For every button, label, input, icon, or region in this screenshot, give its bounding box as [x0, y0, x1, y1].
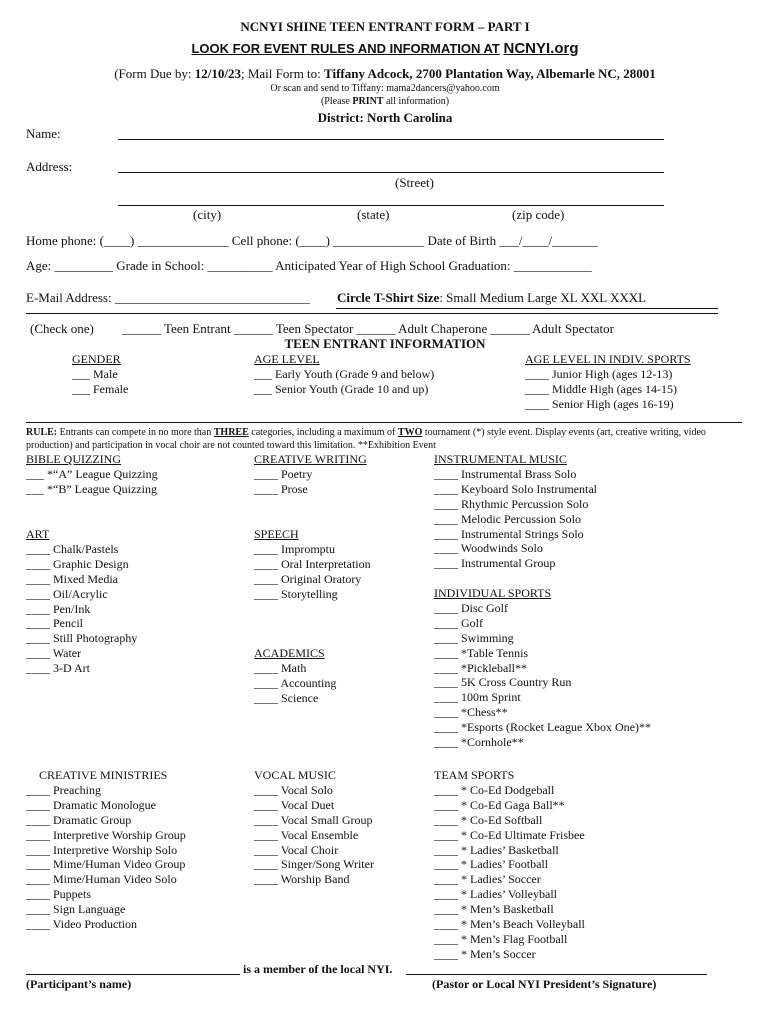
form-title: NCNYI SHINE TEEN ENTRANT FORM – PART I	[240, 19, 530, 34]
list-item[interactable]: ____ Instrumental Group	[434, 556, 556, 571]
list-item[interactable]: ____ Keyboard Solo Instrumental	[434, 481, 597, 496]
check-one-label: (Check one)	[30, 321, 94, 336]
street-field[interactable]	[118, 172, 664, 173]
list-item[interactable]: ____ Vocal Ensemble	[254, 827, 359, 842]
list-item[interactable]: ____ *Cornhole**	[434, 735, 524, 750]
zip-caption: (zip code)	[512, 207, 565, 222]
list-item[interactable]: ____ Instrumental Strings Solo	[434, 526, 584, 541]
divider-2	[26, 313, 718, 314]
divider-1	[336, 308, 718, 309]
due-line	[0, 66, 770, 82]
divider-3	[26, 422, 742, 423]
sports-age-junior[interactable]: ____ Junior High (ages 12-13)	[525, 366, 673, 381]
pastor-caption: (Pastor or Local NYI President’s Signature)	[432, 977, 657, 991]
art-section	[26, 527, 137, 676]
list-item[interactable]: ____ Preaching	[26, 782, 101, 797]
list-item[interactable]: ____ Mixed Media	[26, 571, 118, 586]
list-item[interactable]: ____ Singer/Song Writer	[254, 857, 374, 872]
list-item[interactable]: ____ * Co-Ed Softball	[434, 812, 543, 827]
creative-ministries-section	[26, 768, 186, 932]
print-pre: (Please	[320, 96, 353, 107]
list-item[interactable]: ____ Storytelling	[254, 586, 338, 601]
list-item[interactable]: ____ Interpretive Worship Group	[26, 827, 186, 842]
list-item[interactable]: ____ Still Photography	[26, 631, 138, 646]
participant-caption: (Participant’s name)	[26, 977, 132, 991]
rule-text-1: Entrants can compete in no more than	[57, 427, 214, 438]
section-title: TEAM SPORTS	[434, 768, 515, 782]
list-item[interactable]: ____ *Table Tennis	[434, 645, 529, 660]
list-item[interactable]: ____ Vocal Solo	[254, 782, 333, 797]
state-caption: (state)	[357, 207, 390, 222]
due-prefix: (Form Due by:	[114, 66, 195, 81]
list-item[interactable]: ____ Chalk/Pastels	[26, 541, 119, 556]
list-item[interactable]: ____ * Co-Ed Dodgeball	[434, 782, 555, 797]
list-item[interactable]: ____ *Esports (Rocket League Xbox One)**	[434, 720, 651, 735]
list-item[interactable]: ____ Vocal Small Group	[254, 812, 373, 827]
list-item[interactable]: ____ Accounting	[254, 675, 337, 690]
rule-two: TWO	[397, 427, 423, 438]
list-item[interactable]: ____ Interpretive Worship Solo	[26, 842, 178, 857]
list-item[interactable]: ____ * Men’s Soccer	[434, 946, 536, 961]
list-item[interactable]: ____ Poetry	[254, 466, 313, 481]
section-title: BIBLE QUIZZING	[26, 452, 121, 466]
list-item[interactable]: ____ * Ladies’ Volleyball	[434, 887, 557, 902]
list-item[interactable]: ____ 100m Sprint	[434, 690, 521, 705]
list-item[interactable]: ____ * Men’s Flag Football	[434, 931, 568, 946]
mail-prefix: ; Mail Form to:	[240, 66, 325, 81]
age-level-title: AGE LEVEL	[254, 352, 320, 366]
phone-dob-line[interactable]: Home phone: (____) ______________ Cell phone: (____) ______________ Date of Birth ___/____/_______	[26, 233, 598, 248]
scan-line: Or scan and send to Tiffany: mama2dancers@yahoo.com	[270, 83, 500, 94]
individual-sports-section	[434, 586, 651, 750]
gender-male[interactable]: ___ Male	[72, 366, 118, 381]
print-line	[0, 96, 770, 107]
bible-quizzing-section	[26, 452, 158, 497]
gender-block	[72, 352, 128, 397]
list-item[interactable]: ____ Rhythmic Percussion Solo	[434, 496, 589, 511]
list-item[interactable]: ____ * Ladies’ Football	[434, 857, 549, 872]
rule-label: RULE:	[26, 427, 58, 438]
event-rules-text: LOOK FOR EVENT RULES AND INFORMATION AT	[191, 41, 500, 56]
academics-section	[254, 646, 336, 706]
print-word: PRINT	[352, 96, 384, 107]
team-sports-section	[434, 768, 585, 962]
list-item[interactable]: ____ Mime/Human Video Group	[26, 857, 186, 872]
tshirt-sizes[interactable]: : Small Medium Large XL XXL XXXL	[439, 290, 647, 305]
rule-three: THREE	[213, 427, 249, 438]
sports-age-middle[interactable]: ____ Middle High (ages 14-15)	[525, 381, 677, 396]
due-date: 12/10/23	[194, 66, 241, 81]
section-title: ACADEMICS	[254, 646, 325, 660]
speech-section	[254, 527, 371, 602]
list-item[interactable]: ____ *Pickleball**	[434, 660, 527, 675]
participant-name-field[interactable]	[26, 974, 240, 975]
creative-writing-section	[254, 452, 367, 497]
list-item[interactable]: ____ Worship Band	[254, 872, 350, 887]
list-item[interactable]: ____ Oral Interpretation	[254, 556, 371, 571]
city-state-zip-field[interactable]	[118, 205, 664, 206]
age-grade-line[interactable]: Age: _________ Grade in School: __________ Anticipated Year of High School Graduation: ____________	[26, 258, 592, 273]
list-item[interactable]: ____ Video Production	[26, 917, 138, 932]
list-item[interactable]: ____ Disc Golf	[434, 600, 508, 615]
list-item[interactable]: ____ Oil/Acrylic	[26, 586, 108, 601]
list-item[interactable]: ____ Pen/Ink	[26, 601, 91, 616]
list-item[interactable]: ____ Impromptu	[254, 541, 335, 556]
section-title: CREATIVE WRITING	[254, 452, 367, 466]
sports-age-title: AGE LEVEL IN INDIV. SPORTS	[525, 352, 691, 366]
list-item[interactable]: ____ * Co-Ed Ultimate Frisbee	[434, 827, 585, 842]
rule-text-2: categories, including a maximum of	[248, 427, 398, 438]
print-post: all information)	[383, 96, 450, 107]
mail-address: Tiffany Adcock, 2700 Plantation Way, Albemarle NC, 28001	[324, 66, 656, 81]
list-item[interactable]: ___ *“B” League Quizzing	[26, 481, 157, 496]
list-item[interactable]: ____ * Ladies’ Soccer	[434, 872, 541, 887]
list-item[interactable]: ____ 5K Cross Country Run	[434, 675, 572, 690]
list-item[interactable]: ____ Woodwinds Solo	[434, 541, 543, 556]
member-statement: is a member of the local NYI.	[243, 962, 393, 976]
name-field[interactable]	[118, 139, 664, 140]
section-title: VOCAL MUSIC	[254, 768, 336, 782]
website-link[interactable]: NCNYI.org	[503, 40, 579, 57]
age-senior-youth[interactable]: ___ Senior Youth (Grade 10 and up)	[254, 381, 429, 396]
list-item[interactable]: ____ 3-D Art	[26, 661, 90, 676]
list-item[interactable]: ____ Science	[254, 690, 319, 705]
pastor-signature-field[interactable]	[406, 974, 707, 975]
list-item[interactable]: ____ Mime/Human Video Solo	[26, 872, 177, 887]
section-title: INSTRUMENTAL MUSIC	[434, 452, 567, 466]
list-item[interactable]: ____ Pencil	[26, 616, 83, 631]
list-item[interactable]: ____ Swimming	[434, 630, 514, 645]
vocal-music-section	[254, 768, 374, 887]
list-item[interactable]: ____ Water	[26, 646, 82, 661]
rule-text	[26, 426, 742, 452]
list-item[interactable]: ____ Original Oratory	[254, 571, 362, 586]
list-item[interactable]: ____ Graphic Design	[26, 556, 129, 571]
age-level-block	[254, 352, 434, 397]
section-title: INDIVIDUAL SPORTS	[434, 586, 552, 600]
gender-title: GENDER	[72, 352, 121, 366]
list-item[interactable]: ____ Vocal Choir	[254, 842, 339, 857]
list-item[interactable]: ____ Puppets	[26, 887, 92, 902]
district-heading: District: North Carolina	[317, 110, 453, 125]
list-item[interactable]: ____ Golf	[434, 615, 483, 630]
name-label: Name:	[26, 126, 61, 141]
list-item[interactable]: ___ *“A” League Quizzing	[26, 466, 158, 481]
sports-age-senior[interactable]: ____ Senior High (ages 16-19)	[525, 396, 674, 411]
list-item[interactable]: ____ * Ladies’ Basketball	[434, 842, 559, 857]
email-field[interactable]: E-Mail Address: ______________________________	[26, 290, 310, 305]
instrumental-music-section	[434, 452, 597, 571]
list-item[interactable]: ____ Instrumental Brass Solo	[434, 466, 577, 481]
list-item[interactable]: ____ * Men’s Beach Volleyball	[434, 917, 585, 932]
section-title: ART	[26, 527, 50, 541]
list-item[interactable]: ____ * Men’s Basketball	[434, 902, 554, 917]
participant-type-options[interactable]: ______ Teen Entrant ______ Teen Spectator ______ Adult Chaperone ______ Adult Spectator	[122, 321, 614, 336]
list-item[interactable]: ____ *Chess**	[434, 705, 508, 720]
section-title: SPEECH	[254, 527, 299, 541]
list-item[interactable]: ____ Melodic Percussion Solo	[434, 511, 581, 526]
list-item[interactable]: ____ Sign Language	[26, 902, 126, 917]
age-early-youth[interactable]: ___ Early Youth (Grade 9 and below)	[254, 366, 435, 381]
sports-age-block	[525, 352, 691, 412]
event-rules-link-line	[0, 40, 770, 57]
list-item[interactable]: ____ * Co-Ed Gaga Ball**	[434, 797, 565, 812]
rule-text-3: tournament (*) style event. Display events (art, creative writing, video production) and participation in vocal choir are not counted toward this limitation. **Exhibition Event	[26, 427, 706, 451]
gender-female[interactable]: ___ Female	[72, 381, 129, 396]
list-item[interactable]: ____ Dramatic Group	[26, 812, 132, 827]
tshirt-label: Circle T-Shirt Size	[337, 290, 440, 305]
teen-info-heading: TEEN ENTRANT INFORMATION	[284, 336, 486, 351]
city-caption: (city)	[193, 207, 222, 222]
street-caption: (Street)	[395, 175, 434, 190]
list-item[interactable]: ____ Prose	[254, 481, 308, 496]
list-item[interactable]: ____ Vocal Duet	[254, 797, 335, 812]
list-item[interactable]: ____ Dramatic Monologue	[26, 797, 156, 812]
list-item[interactable]: ____ Math	[254, 660, 307, 675]
section-title: CREATIVE MINISTRIES	[39, 768, 168, 782]
tshirt-size-line[interactable]	[337, 290, 646, 306]
address-label: Address:	[26, 159, 73, 174]
